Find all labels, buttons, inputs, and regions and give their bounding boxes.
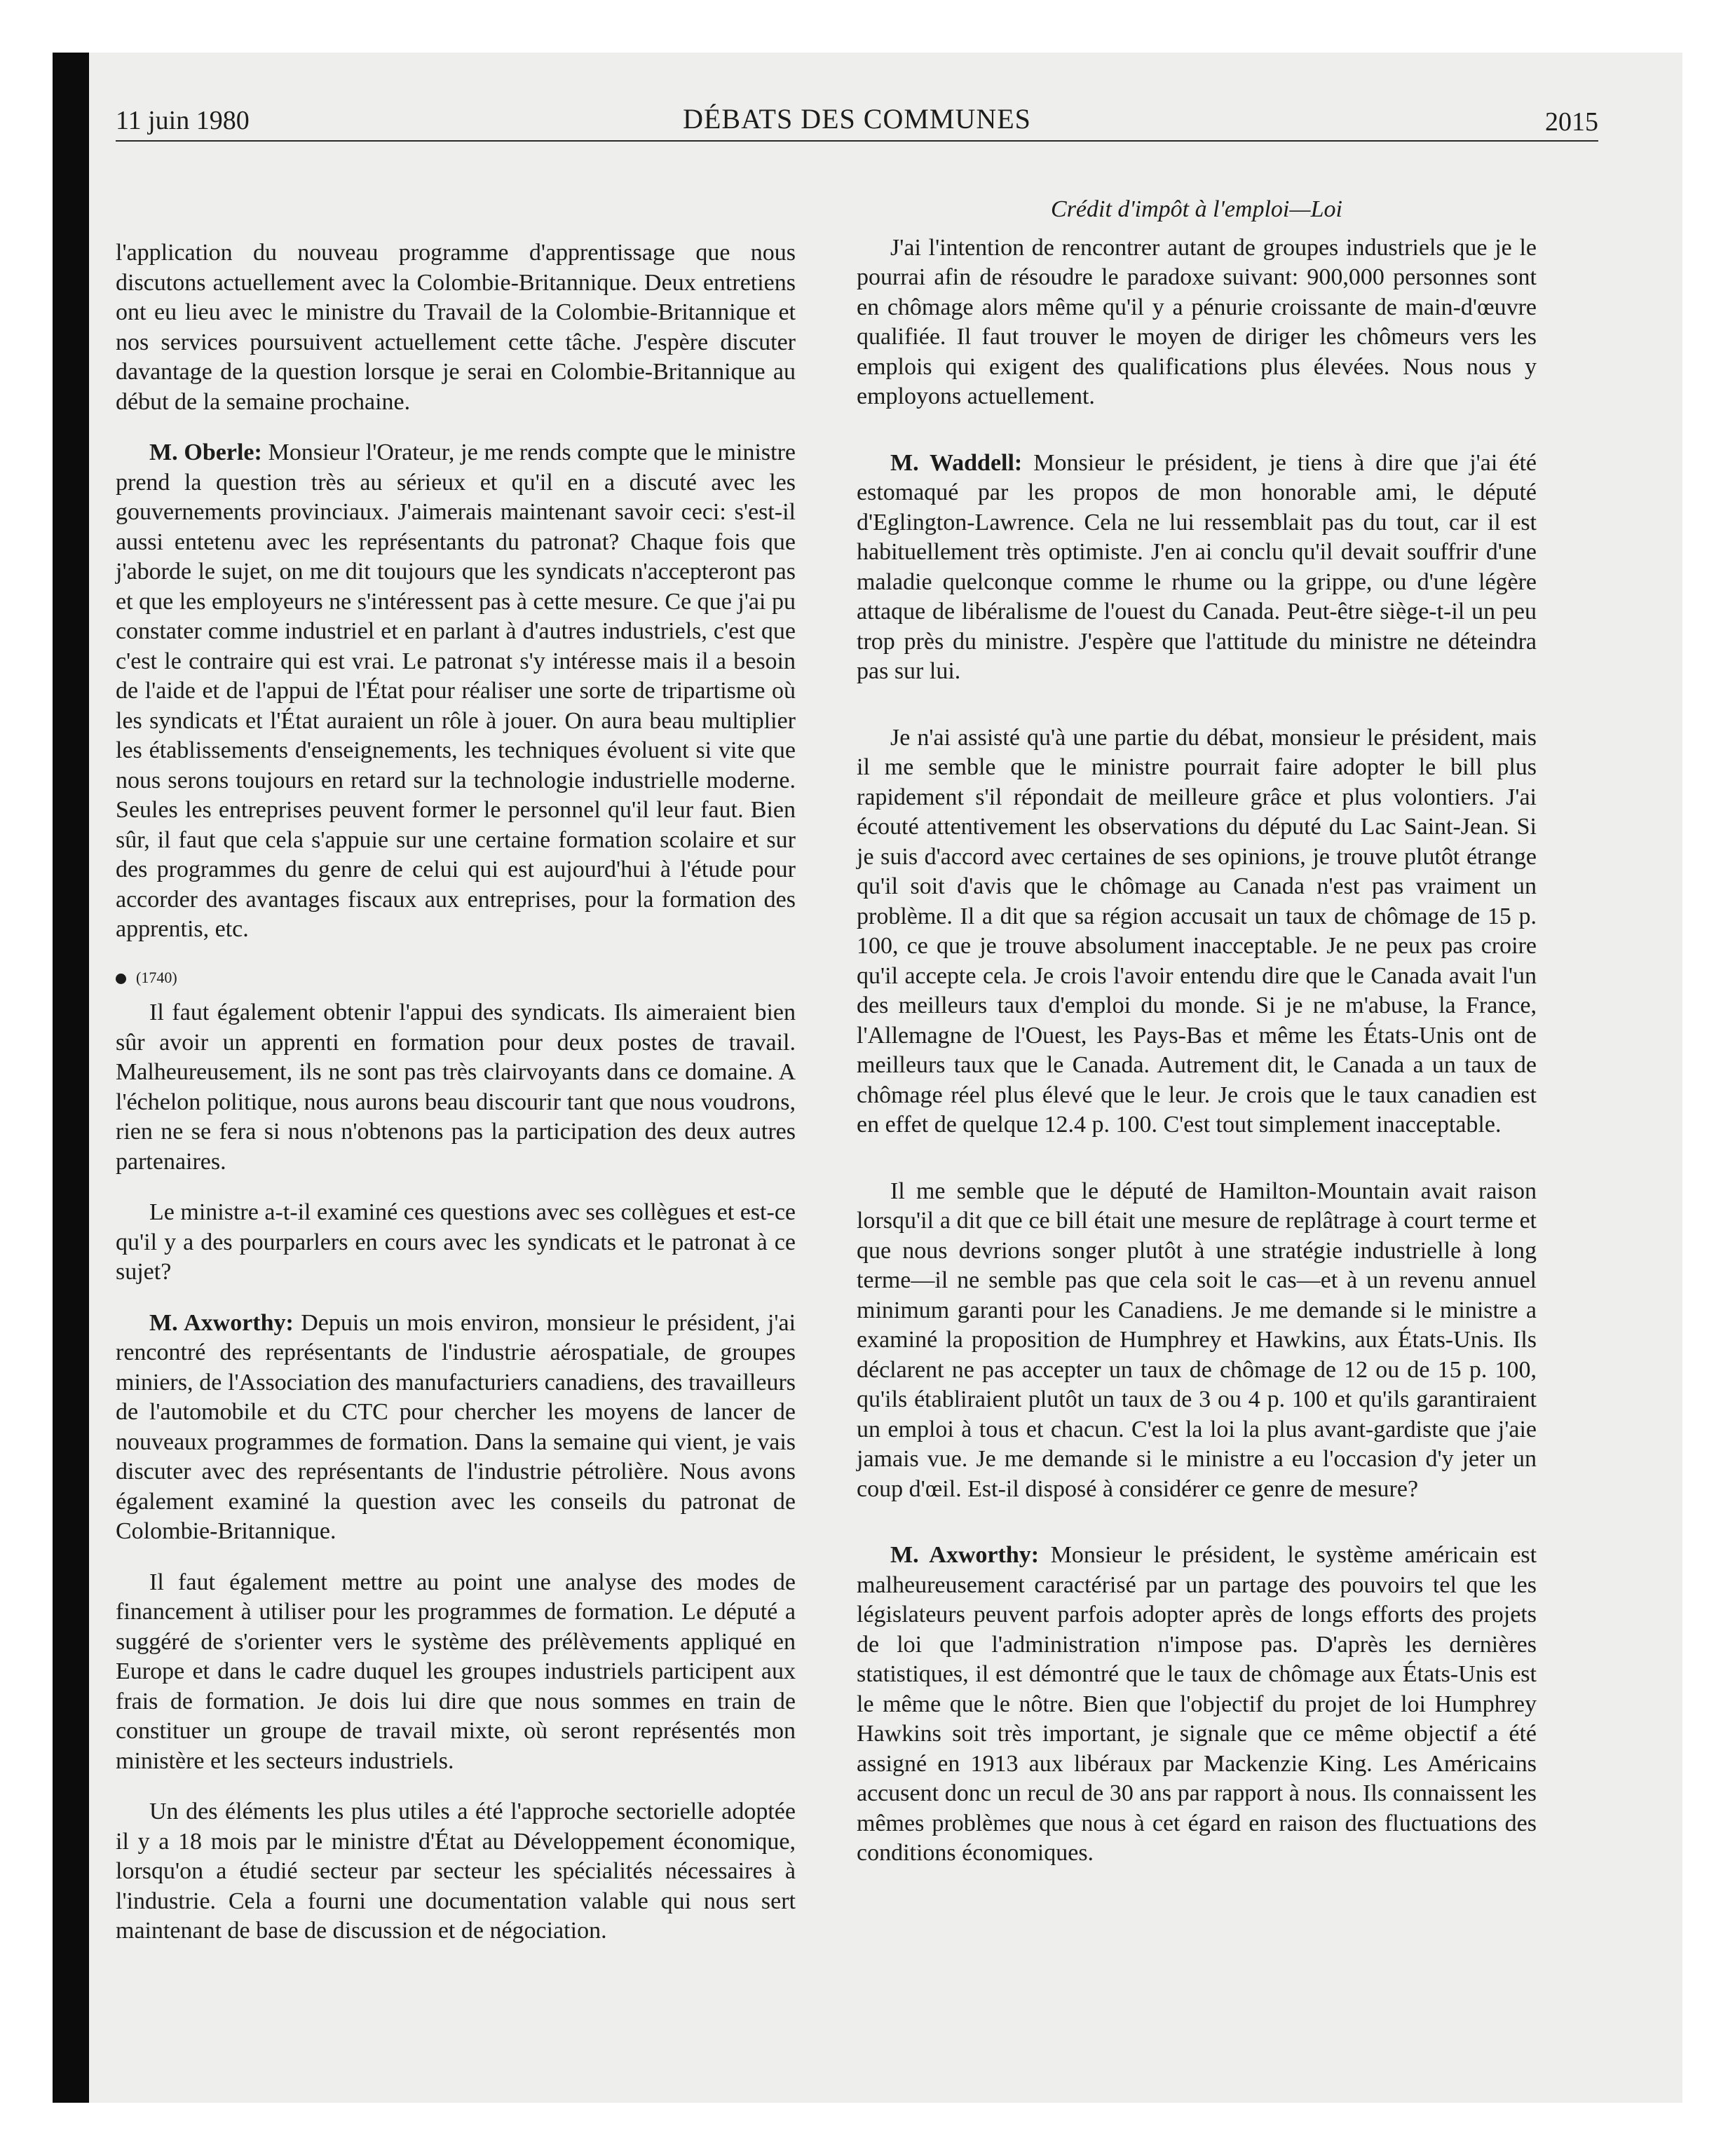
running-title: Crédit d'impôt à l'emploi—Loi [1051, 196, 1342, 222]
bullet-icon [116, 974, 126, 984]
paragraph: Il me semble que le député de Hamilton-Mountain avait raison lorsqu'il a dit que ce bill était une mesure de replâtrage à court terme et que nous devrions songer plutôt à une stratégie industrielle à long terme—il ne semble pas que cela soit le cas—et à un revenu annuel minimum garanti pour les Canadiens. Je me demande si le ministre a examiné la proposition de Humphrey et Hawkins, aux États-Unis. Ils déclarent ne pas accepter un taux de chômage de 12 ou de 15 p. 100, qu'ils établiraient plutôt un taux de 3 ou 4 p. 100 et qu'ils garantiraient un emploi à tous et chacun. C'est la loi la plus avant-gardiste que j'aie jamais vue. Je me demande si le ministre a eu l'occasion d'y jeter un coup d'œil. Est-il disposé à considérer ce genre de mesure? [857, 1178, 1537, 1502]
paragraph-text: Monsieur l'Orateur, je me rends compte que le ministre prend la question très au sérieux et qu'il en a discuté avec les gouvernements provinciaux. J'aimerais maintenant savoir ceci: s'est-il aussi entetenu avec les représentants du patronat? Chaque fois que j'aborde le sujet, on me dit toujours que les syndicats n'accepteront pas et que les employeurs ne s'intéressent pas à cette mesure. Ce que j'ai pu constater comme industriel et en parlant à d'autres industriels, c'est que c'est le contraire qui est vrai. Le patronat s'y intéresse mais il a besoin de l'aide et de l'appui de l'État pour réaliser une sorte de tripartisme où les syndicats et l'État auraient un rôle à jouer. On aura beau multiplier les établissements d'enseignements, les techniques évoluent si vite que nous serons toujours en retard sur la technologie industrielle moderne. Seules les entreprises peuvent former le personnel qu'il leur faut. Bien sûr, il faut que cela s'appuie sur une certaine formation scolaire et sur des programmes du genre de celui qui est aujourd'hui à l'étude pour accorder des avantages fiscaux aux entreprises, pour la formation des apprentis, etc. [116, 439, 796, 942]
time-marker [116, 963, 796, 993]
page-header [116, 98, 1598, 142]
paragraph: Il faut également obtenir l'appui des syndicats. Ils aimeraient bien sûr avoir un apprenti en formation pour deux postes de travail. Malheureusement, ils ne sont pas très clairvoyants dans ce domaine. A l'échelon politique, nous aurons beau discourir tant que nous voudrons, rien ne se fera si nous n'obtenons pas la participation des deux autres partenaires. [116, 999, 796, 1175]
page-number: 2015 [1545, 107, 1598, 137]
paragraph: Un des éléments les plus utiles a été l'approche sectorielle adoptée il y a 18 mois par le ministre d'État au Développement économique, lorsqu'on a étudié secteur par secteur les spécialités nécessaires à l'industrie. Cela a fourni une documentation valable qui nous sert maintenant de base de discussion et de négociation. [116, 1799, 796, 1944]
paragraph: J'ai l'intention de rencontrer autant de groupes industriels que je le pourrai afin de résoudre le paradoxe suivant: 900,000 personnes sont en chômage alors même qu'il y a pénurie croissante de main-d'œuvre qualifiée. Il faut trouver le moyen de diriger les chômeurs vers les emplois qui exigent des qualifications plus élevées. Nous nous y employons actuellement. [857, 234, 1537, 409]
speaker-name: M. Oberle: [149, 439, 262, 465]
paragraph [116, 1309, 796, 1547]
scan-border [53, 53, 89, 2103]
paragraph [857, 449, 1537, 687]
paragraph-text: Depuis un mois environ, monsieur le président, j'ai rencontré des représentants de l'industrie aérospatiale, de groupes miniers, de l'Association des manufacturiers canadiens, des travailleurs de l'automobile et du CTC pour chercher les moyens de lancer de nouveaux programmes de formation. Dans la semaine qui vient, je vais discuter avec des représentants de l'industrie pétrolière. Nous avons également examiné la question avec les conseils du patronat de Colombie-Britannique. [116, 1309, 796, 1544]
speaker-name: M. Axworthy: [149, 1309, 294, 1336]
right-column [857, 195, 1537, 1869]
header-date: 11 juin 1980 [116, 106, 250, 135]
paragraph [857, 1541, 1537, 1869]
paragraph: Il faut également mettre au point une analyse des modes de financement à utiliser pour les programmes de formation. Le député a suggéré de s'orienter vers le système des prélèvements appliqué en Europe et dans le cadre duquel les groupes industriels participent aux frais de formation. Je dois lui dire que nous sommes en train de constituer un groupe de travail mixte, où seront représentés mon ministère et les secteurs industriels. [116, 1569, 796, 1774]
time-marker-text: (1740) [136, 968, 177, 986]
paragraph: l'application du nouveau programme d'apprentissage que nous discutons actuellement avec la Colombie-Britannique. Deux entretiens ont eu lieu avec le ministre du Travail de la Colombie-Britannique et nos services poursuivent actuellement cette tâche. J'espère discuter davantage de la question lorsque je serai en Colombie-Britannique au début de la semaine prochaine. [116, 240, 796, 415]
paragraph-text: Monsieur le président, le système américain est malheureusement caractérisé par un partage des pouvoirs tel que les législateurs peuvent parfois adopter après de longs efforts des projets de loi que l'administration n'impose pas. D'après les dernières statistiques, il est démontré que le taux de chômage aux États-Unis est le même que le nôtre. Bien que l'objectif du projet de loi Humphrey Hawkins soit très important, je signale que ce même objectif a été assigné en 1913 aux libéraux par Mackenzie King. Les Américains accusent donc un recul de 30 ans par rapport à nous. Ils connaissent les mêmes problèmes que nous à cet égard en raison des fluctuations des conditions économiques. [857, 1542, 1537, 1866]
left-column [116, 238, 796, 1946]
speaker-name: M. Axworthy: [890, 1542, 1040, 1568]
paragraph-text: Monsieur le président, je tiens à dire que j'ai été estomaqué par les propos de mon honorable ami, le député d'Eglington-Lawrence. Cela ne lui ressemblait pas du tout, car il est habituellement très optimiste. J'en ai conclu qu'il devait souffrir d'une maladie quelconque comme le rhume ou la grippe, ou d'une légère attaque de libéralisme de l'ouest du Canada. Peut-être siège-t-il un peu trop près du ministre. J'espère que l'attitude du ministre ne déteindra pas sur lui. [857, 449, 1537, 684]
paragraph: Je n'ai assisté qu'à une partie du débat, monsieur le président, mais il me semble que le ministre pourrait faire adopter le bill plus rapidement s'il répondait de meilleure grâce et plus volontiers. J'ai écouté attentivement les observations du député du Lac Saint-Jean. Si je suis d'accord avec certaines de ses opinions, je trouve plutôt étrange qu'il soit d'avis que le chômage au Canada n'est pas vraiment un problème. Il a dit que sa région accusait un taux de chômage de 15 p. 100, ce que je trouve absolument inacceptable. Je ne peux pas croire qu'il accepte cela. Je crois l'avoir entendu dire que le Canada avait l'un des meilleurs taux d'emploi du monde. Si je ne m'abuse, la France, l'Allemagne de l'Ouest, les Pays-Bas et même les États-Unis ont de meilleurs taux que le Canada. Autrement dit, le Canada a un taux de chômage réel plus élevé que le leur. Je crois que le taux canadien est en effet de quelque 12.4 p. 100. C'est tout simplement inacceptable. [857, 724, 1537, 1138]
header-title: DÉBATS DES COMMUNES [683, 103, 1031, 135]
speaker-name: M. Waddell: [890, 449, 1023, 476]
paragraph: Le ministre a-t-il examiné ces questions avec ses collègues et est-ce qu'il y a des pourparlers en cours avec les syndicats et le patronat à ce sujet? [116, 1199, 796, 1285]
paragraph [116, 438, 796, 945]
